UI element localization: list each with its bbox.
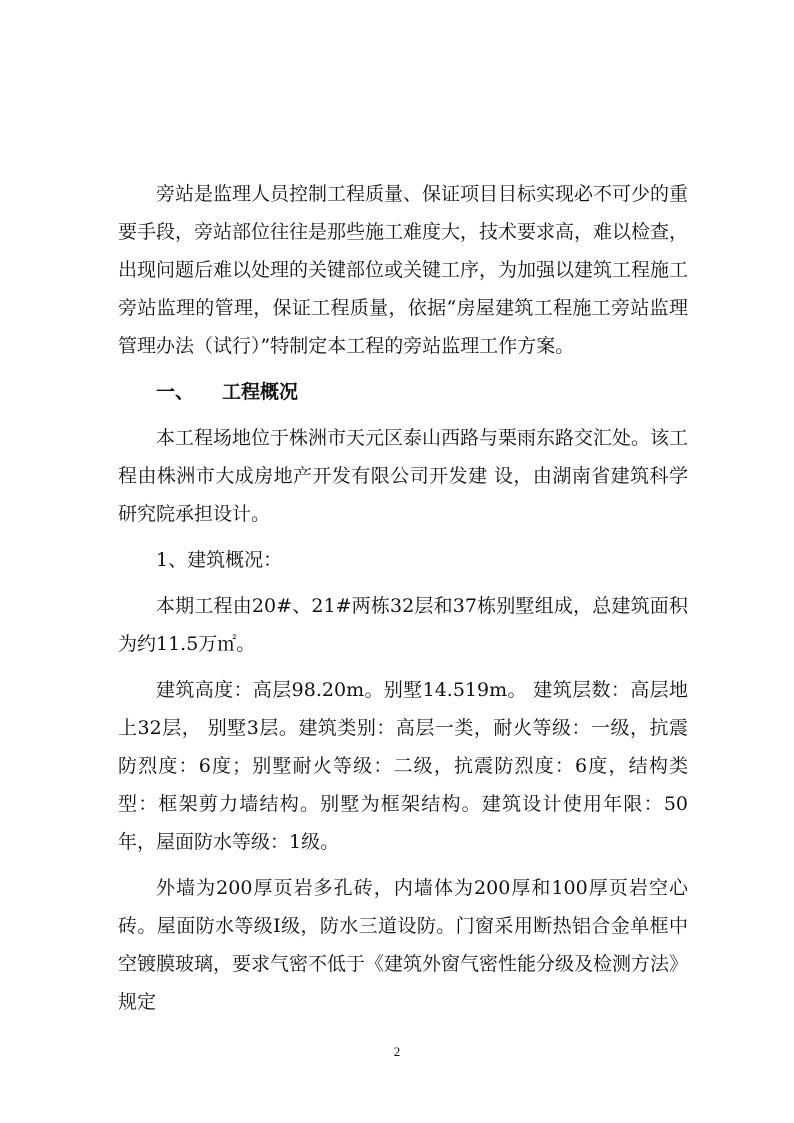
section-title: 工程概况 [222,381,299,403]
walls-paragraph: 外墙为200厚页岩多孔砖，内墙体为200厚和100厚页岩空心砖。屋面防水等级Ⅰ级，防水三道设防。门窗采用断热铝合金单框中空镀膜玻璃，要求气密不低于《建筑外窗气密性能分级及检测方法》规定 [118,877,689,1013]
document-body [118,175,688,1029]
intro-paragraph: 旁站是监理人员控制工程质量、保证项目目标实现必不可少的重要手段，旁站部位往往是那些施工难度大，技术要求高，难以检查，出现问题后难以处理的关键部位或关键工序，为加强以建筑工程施工旁站监理的管理，保证工程质量，依据“房屋建筑工程施工旁站监理管理办法（试行）”特制定本工程的旁站监理工作方案。 [118,183,689,357]
overview-paragraph: 本工程场地位于株洲市天元区泰山西路与栗雨东路交汇处。该工程由株洲市大成房地产开发有限公司开发建 设，由湖南省建筑科学研究院承担设计。 [118,427,689,525]
composition-paragraph: 本期工程由20#、21#两栋32层和37栋别墅组成，总建筑面积为约11.5万㎡。 [118,595,688,655]
section-heading [118,373,688,411]
subheading-building-overview: 1、建筑概况： [156,549,283,571]
section-number: 一、 [156,381,195,403]
specs-paragraph: 建筑高度：高层98.20m。别墅14.519m。 建筑层数：高层地上32层， 别墅3层。建筑类别：高层一类，耐火等级：一级，抗震防烈度：6度；别墅耐火等级：二级，抗震防烈度：6度，结构类型：框架剪力墙结构。别墅为框架结构。建筑设计使用年限：50年，屋面防水等级：1级。 [118,679,688,853]
page-number: 2 [393,1044,401,1059]
